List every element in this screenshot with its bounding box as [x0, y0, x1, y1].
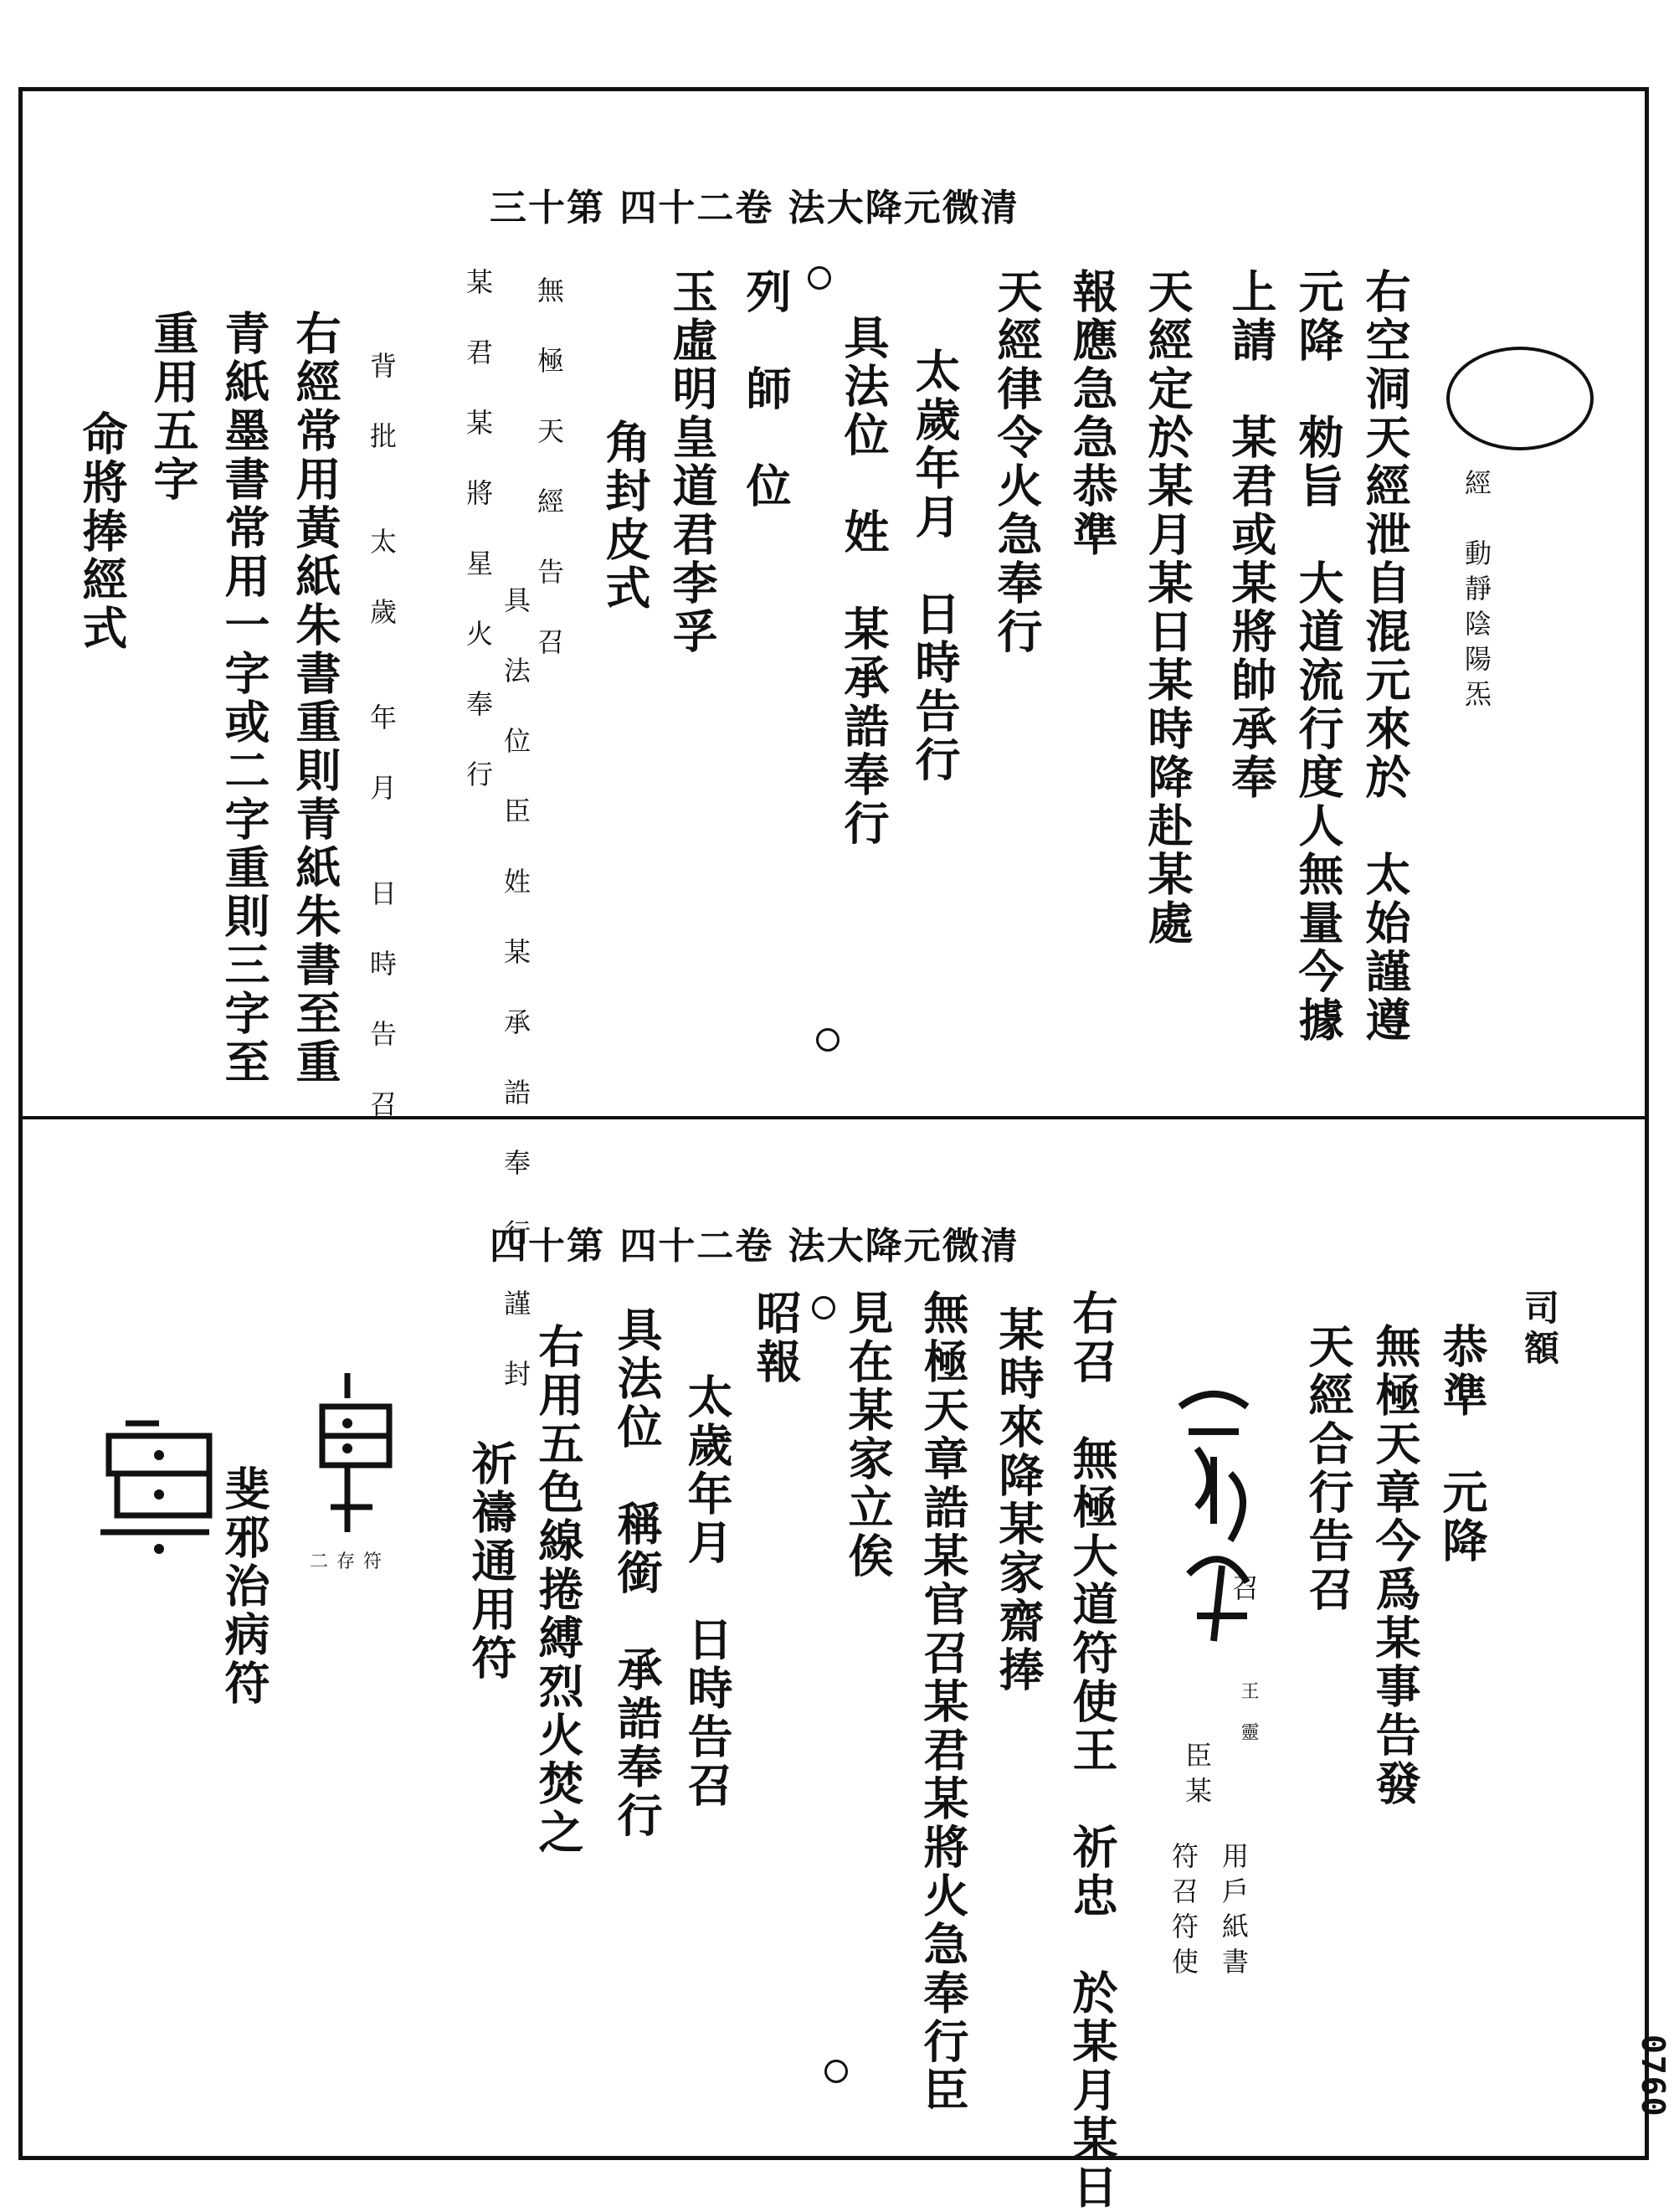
- fu-caption-6: 王 靈: [1238, 1681, 1259, 1749]
- top-col-4: 天經定於某月某日某時降赴某處: [1141, 268, 1194, 948]
- top-col-6: 天經律令火急奉行: [990, 268, 1044, 656]
- fu-caption-4: 用戶紙書: [1218, 1842, 1250, 1983]
- top-col-11: 角封皮式: [598, 419, 652, 613]
- page-number: 0760: [1635, 2035, 1671, 2118]
- binding-hole-1: [808, 266, 831, 290]
- fu-caption-1: 召: [1228, 1574, 1260, 1609]
- talisman-3: [84, 1415, 226, 1557]
- bottom-col-10: 太歲年月 日時告召: [680, 1373, 734, 1810]
- top-col-14: 某 君 某 將 星 火 奉 行: [462, 268, 494, 795]
- top-seal-ring: [1446, 347, 1594, 450]
- bottom-col-11: 具法位 稱銜 承誥奉行: [610, 1306, 664, 1840]
- top-seal-caption: 經 動靜陰陽炁: [1461, 469, 1492, 715]
- bottom-col-7: 無極天章誥某官召某君某將火急奉行臣: [917, 1289, 970, 2115]
- top-col-19: 命將捧經式: [75, 410, 129, 653]
- top-col-12: 無 極 天 經 告 召: [533, 276, 565, 663]
- top-col-2: 元降 勑旨 大道流行度人無量今據: [1291, 268, 1345, 1045]
- top-col-10: 玉虛明皇道君李孚: [665, 268, 719, 656]
- top-col-15: 背 批 太 歲 年 月 日 時 告 召: [366, 352, 398, 1125]
- bottom-col-5: 右召 無極大道符使王 祈忠 於某月某日: [1066, 1289, 1119, 2212]
- bottom-col-3: 無極天章今爲某事告發: [1368, 1323, 1422, 1808]
- top-col-17: 青紙墨書常用一字或二字重則三字至: [218, 310, 271, 1087]
- bottom-col-6: 某時來降某家齋捧: [992, 1306, 1045, 1695]
- binding-hole-3: [812, 1296, 835, 1319]
- top-col-7: 太歲年月 日時告行: [908, 347, 962, 784]
- top-col-16: 右經常用黃紙朱書重則青紙朱書至重: [289, 310, 342, 1087]
- page-divider: [18, 1116, 1649, 1119]
- bottom-col-14: 斐邪治病符: [218, 1465, 271, 1708]
- fu-caption-3: 符召符使: [1168, 1842, 1199, 1983]
- top-col-18: 重用五字: [146, 310, 200, 504]
- bottom-header: 清微元降大法 卷二十四 第十四: [490, 1225, 1019, 1268]
- top-col-3: 上請 某君或某將帥承奉: [1225, 268, 1278, 802]
- top-header: 清微元降大法 卷二十四 第十三: [490, 187, 1019, 229]
- bottom-col-9: 昭報: [749, 1289, 803, 1386]
- top-col-8: 具法位 姓 某承誥奉行: [837, 314, 891, 848]
- top-col-9: 列 師 位: [739, 268, 793, 511]
- bottom-col-12: 右用五色線捲縛烈火焚之: [531, 1323, 585, 1857]
- binding-hole-4: [824, 2060, 848, 2083]
- bottom-col-4: 天經合行告召: [1302, 1323, 1355, 1614]
- top-col-1: 右空洞天經泄自混元來於 太始謹遵: [1358, 268, 1412, 1045]
- bottom-col-2: 恭準 元降: [1435, 1323, 1489, 1566]
- fu-caption-2: 臣某: [1181, 1741, 1213, 1812]
- bottom-col-8: 見在某家立俟: [841, 1289, 895, 1581]
- top-col-13: 具 法 位 臣 姓 某 承 誥 奉 行 謹 封: [500, 586, 531, 1395]
- top-col-5: 報應急急恭準: [1066, 268, 1119, 559]
- talisman-2: [297, 1365, 423, 1549]
- bottom-col-1: 司額: [1519, 1289, 1560, 1370]
- fu-caption-5: 二存符: [310, 1551, 391, 1572]
- binding-hole-2: [816, 1028, 840, 1052]
- bottom-col-13: 祈禱通用符: [465, 1440, 518, 1683]
